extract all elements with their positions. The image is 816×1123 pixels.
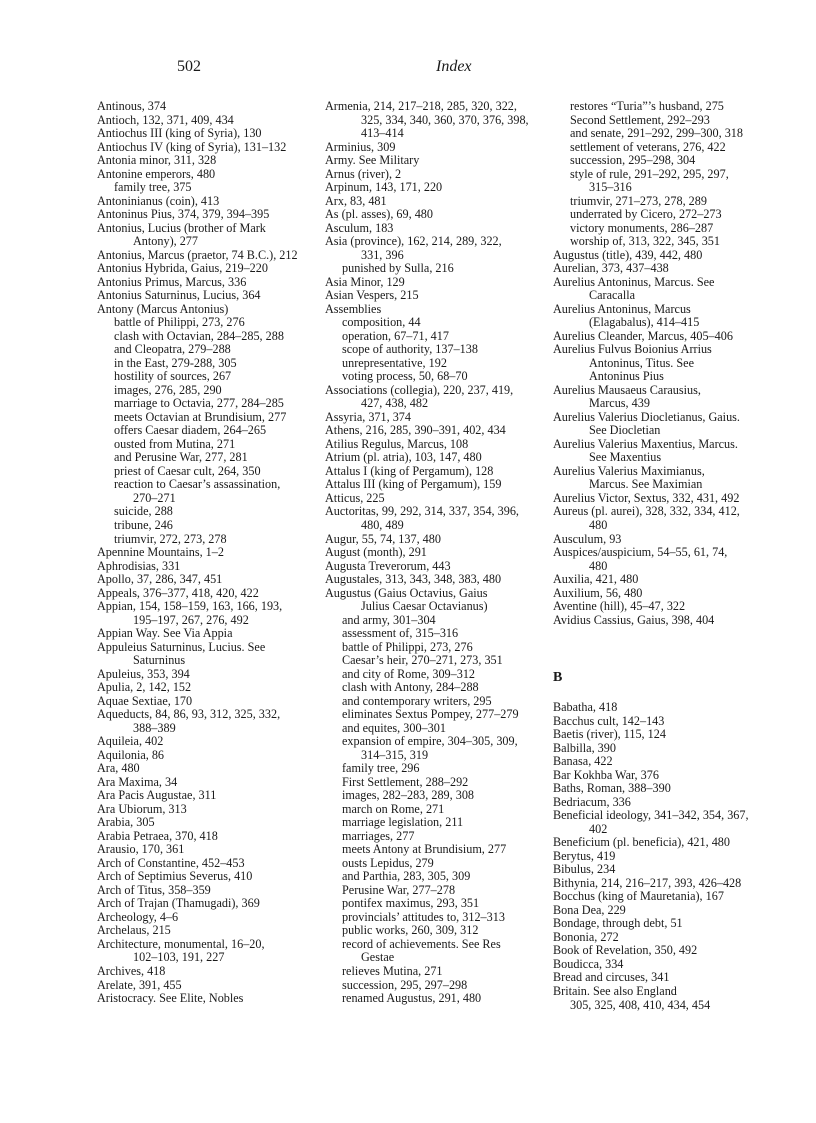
index-entry: Bona Dea, 229 — [553, 902, 626, 917]
index-entry: clash with Antony, 284–288 — [342, 680, 479, 695]
index-entry: Aurelius Valerius Diocletianus, Gaius. — [553, 409, 740, 424]
index-entry: Antiochus III (king of Syria), 130 — [97, 126, 262, 141]
index-entry: and city of Rome, 309–312 — [342, 666, 476, 681]
index-entry: 305, 325, 408, 410, 434, 454 — [570, 997, 711, 1012]
index-entry: unrepresentative, 192 — [342, 355, 447, 370]
index-entry: Aurelius Valerius Maxentius, Marcus. — [553, 436, 738, 451]
index-entry: Saturninus — [133, 653, 186, 668]
index-entry: Antony), 277 — [133, 234, 198, 249]
index-entry: 388–389 — [133, 720, 176, 735]
index-entry: Antoninus, Titus. See — [589, 355, 694, 370]
index-entry: 480, 489 — [361, 517, 404, 532]
index-entry: ousts Lepidus, 279 — [342, 855, 434, 870]
index-entry: Arnus (river), 2 — [325, 166, 402, 181]
index-entry: Ara Ubiorum, 313 — [97, 801, 187, 816]
index-entry: Appian, 154, 158–159, 163, 166, 193, — [97, 599, 283, 614]
index-entry: Ausculum, 93 — [553, 531, 622, 546]
index-entry: Bacchus cult, 142–143 — [553, 713, 665, 728]
section-letter: B — [553, 669, 563, 685]
index-entry: Atticus, 225 — [325, 490, 385, 505]
index-entry: Antoninianus (coin), 413 — [97, 193, 220, 208]
index-entry: Asia Minor, 129 — [325, 274, 405, 289]
index-entry: Apulia, 2, 142, 152 — [97, 680, 192, 695]
index-entry: 480 — [589, 558, 608, 573]
index-entry: 331, 396 — [361, 247, 404, 262]
index-entry: Appian Way. See Via Appia — [97, 626, 233, 641]
index-entry: and Cleopatra, 279–288 — [114, 342, 231, 357]
index-entry: Antonius, Marcus (praetor, 74 B.C.), 212 — [97, 247, 298, 262]
index-entry: Bibulus, 234 — [553, 862, 616, 877]
index-entry: succession, 295–298, 304 — [570, 153, 696, 168]
index-entry: Antoninus Pius — [589, 369, 664, 384]
index-entry: Arch of Trajan (Thamugadi), 369 — [97, 896, 260, 911]
index-entry: Auxilia, 421, 480 — [553, 572, 639, 587]
index-entry: scope of authority, 137–138 — [342, 342, 478, 357]
index-entry: battle of Philippi, 273, 276 — [114, 315, 245, 330]
index-entry: public works, 260, 309, 312 — [342, 923, 479, 938]
index-entry: Beneficial ideology, 341–342, 354, 367, — [553, 808, 749, 823]
index-entry: meets Antony at Brundisium, 277 — [342, 842, 507, 857]
index-entry: and Parthia, 283, 305, 309 — [342, 869, 471, 884]
index-entry: Ara Maxima, 34 — [97, 774, 178, 789]
index-entry: Aquilonia, 86 — [97, 747, 165, 762]
index-entry: Athens, 216, 285, 390–391, 402, 434 — [325, 423, 506, 438]
index-entry: suicide, 288 — [114, 504, 173, 519]
index-entry: record of achievements. See Res — [342, 936, 501, 951]
index-entry: and equites, 300–301 — [342, 720, 446, 735]
index-entry: Antonius Primus, Marcus, 336 — [97, 274, 247, 289]
index-entry: 315–316 — [589, 180, 632, 195]
index-entry: Baetis (river), 115, 124 — [553, 727, 666, 742]
index-entry: Avidius Cassius, Gaius, 398, 404 — [553, 612, 715, 627]
index-entry: Auctoritas, 99, 292, 314, 337, 354, 396, — [325, 504, 519, 519]
index-entry: (Elagabalus), 414–415 — [589, 315, 700, 330]
index-entry: Arch of Titus, 358–359 — [97, 882, 211, 897]
index-entry: Aurelius Mausaeus Carausius, — [553, 382, 701, 397]
index-entry: Arpinum, 143, 171, 220 — [325, 180, 443, 195]
index-entry: images, 282–283, 289, 308 — [342, 788, 475, 803]
index-entry: 314–315, 319 — [361, 747, 429, 762]
index-entry: Atilius Regulus, Marcus, 108 — [325, 436, 469, 451]
index-entry: Asia (province), 162, 214, 289, 322, — [325, 234, 502, 249]
index-entry: Boudicca, 334 — [553, 956, 624, 971]
index-entry: provincials’ attitudes to, 312–313 — [342, 909, 505, 924]
page-number: 502 — [177, 58, 201, 75]
index-entry: Bar Kokhba War, 376 — [553, 767, 659, 782]
index-entry: Assemblies — [325, 301, 382, 316]
index-entry: Assyria, 371, 374 — [325, 409, 411, 424]
index-entry: ousted from Mutina, 271 — [114, 436, 236, 451]
index-entry: See Diocletian — [589, 423, 661, 438]
index-entry: Arminius, 309 — [325, 139, 396, 154]
index-entry: triumvir, 272, 273, 278 — [114, 531, 227, 546]
index-entry: clash with Octavian, 284–285, 288 — [114, 328, 284, 343]
index-entry: Antioch, 132, 371, 409, 434 — [97, 112, 234, 127]
index-column-1 — [97, 100, 312, 1006]
index-entry: Banasa, 422 — [553, 754, 613, 769]
index-entry: Balbilla, 390 — [553, 740, 616, 755]
index-entry: Caracalla — [589, 288, 636, 303]
index-entry: 413–414 — [361, 126, 404, 141]
index-entry: August (month), 291 — [325, 545, 427, 560]
index-entry: First Settlement, 288–292 — [342, 774, 469, 789]
index-entry: Aurelius Antoninus, Marcus. See — [553, 274, 715, 289]
index-entry: Arx, 83, 481 — [325, 193, 387, 208]
index-entry: images, 276, 285, 290 — [114, 382, 222, 397]
index-entry: Appeals, 376–377, 418, 420, 422 — [97, 585, 259, 600]
index-entry: Aurelius Victor, Sextus, 332, 431, 492 — [553, 490, 740, 505]
index-entry: Appuleius Saturninus, Lucius. See — [97, 639, 266, 654]
index-entry: family tree, 296 — [342, 761, 420, 776]
index-column-2 — [325, 100, 540, 1006]
index-entry: Aquileia, 402 — [97, 734, 164, 749]
index-entry: style of rule, 291–292, 295, 297, — [570, 166, 729, 181]
index-entry: Auspices/auspicium, 54–55, 61, 74, — [553, 545, 728, 560]
index-entry: 195–197, 267, 276, 492 — [133, 612, 249, 627]
index-entry — [553, 654, 773, 668]
index-entry: Antonius, Lucius (brother of Mark — [97, 220, 266, 235]
index-entry: Berytus, 419 — [553, 848, 616, 863]
index-entry: Aureus (pl. aurei), 328, 332, 334, 412, — [553, 504, 740, 519]
index-entry: 102–103, 191, 227 — [133, 950, 225, 965]
index-entry: Bithynia, 214, 216–217, 393, 426–428 — [553, 875, 742, 890]
index-entry: Auxilium, 56, 480 — [553, 585, 643, 600]
index-entry: 427, 438, 482 — [361, 396, 429, 411]
index-entry: Gestae — [361, 950, 395, 965]
index-entry: Perusine War, 277–278 — [342, 882, 456, 897]
index-entry: As (pl. asses), 69, 480 — [325, 207, 433, 222]
index-entry: marriages, 277 — [342, 828, 415, 843]
index-entry: Book of Revelation, 350, 492 — [553, 943, 698, 958]
index-entry: Apuleius, 353, 394 — [97, 666, 190, 681]
index-entry: 402 — [589, 821, 608, 836]
index-entry: Antinous, 374 — [97, 99, 167, 113]
index-entry: restores “Turia”’s husband, 275 — [570, 99, 724, 113]
index-entry: Apennine Mountains, 1–2 — [97, 545, 224, 560]
index-entry: Arabia, 305 — [97, 815, 155, 830]
index-entry: composition, 44 — [342, 315, 421, 330]
index-entry: Antony (Marcus Antonius) — [97, 301, 229, 316]
index-entry: Ara, 480 — [97, 761, 140, 776]
index-entry: Bononia, 272 — [553, 929, 619, 944]
index-entry: Caesar’s heir, 270–271, 273, 351 — [342, 653, 503, 668]
index-entry: Aristocracy. See Elite, Nobles — [97, 991, 244, 1006]
index-entry: succession, 295, 297–298 — [342, 977, 468, 992]
index-entry: triumvir, 271–273, 278, 289 — [570, 193, 707, 208]
index-entry: Asian Vespers, 215 — [325, 288, 419, 303]
index-entry: punished by Sulla, 216 — [342, 261, 454, 276]
index-entry: battle of Philippi, 273, 276 — [342, 639, 473, 654]
index-entry: Asculum, 183 — [325, 220, 394, 235]
index-entry: Associations (collegia), 220, 237, 419, — [325, 382, 514, 397]
index-entry: and contemporary writers, 295 — [342, 693, 492, 708]
index-entry: Antonine emperors, 480 — [97, 166, 216, 181]
index-entry: Arelate, 391, 455 — [97, 977, 182, 992]
index-entry: family tree, 375 — [114, 180, 192, 195]
index-entry: tribune, 246 — [114, 517, 173, 532]
index-entry: Archives, 418 — [97, 964, 166, 978]
index-entry: Arch of Constantine, 452–453 — [97, 855, 245, 870]
index-entry: 270–271 — [133, 490, 176, 505]
index-entry: Arabia Petraea, 370, 418 — [97, 828, 218, 843]
index-entry: Marcus. See Maximian — [589, 477, 703, 492]
index-entry: and senate, 291–292, 299–300, 318 — [570, 126, 743, 141]
index-entry: renamed Augustus, 291, 480 — [342, 991, 482, 1006]
index-entry: Archelaus, 215 — [97, 923, 171, 938]
index-entry: Aurelius Fulvus Boionius Arrius — [553, 342, 712, 357]
index-entry: in the East, 279-288, 305 — [114, 355, 237, 370]
index-entry: victory monuments, 286–287 — [570, 220, 714, 235]
index-entry: priest of Caesar cult, 264, 350 — [114, 463, 261, 478]
index-entry: Apollo, 37, 286, 347, 451 — [97, 572, 223, 587]
index-entry: Babatha, 418 — [553, 700, 618, 715]
index-entry: See Maxentius — [589, 450, 662, 465]
index-entry: Army. See Military — [325, 153, 420, 168]
index-entry: expansion of empire, 304–305, 309, — [342, 734, 518, 749]
index-entry: Britain. See also England — [553, 984, 677, 998]
index-entry: Antonius Saturninus, Lucius, 364 — [97, 288, 261, 303]
index-entry: voting process, 50, 68–70 — [342, 369, 468, 384]
index-entry: Augustus (Gaius Octavius, Gaius — [325, 585, 488, 600]
index-entry: Aqueducts, 84, 86, 93, 312, 325, 332, — [97, 707, 281, 722]
index-entry: Aventine (hill), 45–47, 322 — [553, 599, 686, 614]
index-entry: meets Octavian at Brundisium, 277 — [114, 409, 287, 424]
index-entry: Aquae Sextiae, 170 — [97, 693, 193, 708]
index-entry: Ara Pacis Augustae, 311 — [97, 788, 217, 803]
index-entry: pontifex maximus, 293, 351 — [342, 896, 480, 911]
index-entry: Beneficium (pl. beneficia), 421, 480 — [553, 835, 730, 850]
index-entry: Bocchus (king of Mauretania), 167 — [553, 889, 724, 904]
index-entry: and army, 301–304 — [342, 612, 436, 627]
index-entry: Archeology, 4–6 — [97, 909, 179, 924]
index-entry: worship of, 313, 322, 345, 351 — [570, 234, 720, 249]
index-entry: Augustus (title), 439, 442, 480 — [553, 247, 703, 262]
index-entry: Antonius Hybrida, Gaius, 219–220 — [97, 261, 268, 276]
index-entry: Bread and circuses, 341 — [553, 970, 670, 985]
index-entry: Atrium (pl. atria), 103, 147, 480 — [325, 450, 482, 465]
index-entry: 325, 334, 340, 360, 370, 376, 398, — [361, 112, 529, 127]
index-entry: Antonia minor, 311, 328 — [97, 153, 217, 168]
index-entry: Arausio, 170, 361 — [97, 842, 185, 857]
index-entry: marriage legislation, 211 — [342, 815, 464, 830]
index-entry: and Perusine War, 277, 281 — [114, 450, 248, 465]
index-entry: assessment of, 315–316 — [342, 626, 459, 641]
index-entry: Second Settlement, 292–293 — [570, 112, 710, 127]
index-entry: offers Caesar diadem, 264–265 — [114, 423, 267, 438]
index-entry: Attalus III (king of Pergamum), 159 — [325, 477, 502, 492]
index-entry: Antiochus IV (king of Syria), 131–132 — [97, 139, 287, 154]
index-entry: marriage to Octavia, 277, 284–285 — [114, 396, 284, 411]
index-entry: Aphrodisias, 331 — [97, 558, 181, 573]
index-entry: underrated by Cicero, 272–273 — [570, 207, 722, 222]
index-entry: Augustales, 313, 343, 348, 383, 480 — [325, 572, 502, 587]
index-entry: Baths, Roman, 388–390 — [553, 781, 671, 796]
index-entry: hostility of sources, 267 — [114, 369, 232, 384]
index-entry: Marcus, 439 — [589, 396, 650, 411]
index-entry: operation, 67–71, 417 — [342, 328, 449, 343]
index-entry: Augur, 55, 74, 137, 480 — [325, 531, 441, 546]
index-column-3 — [553, 100, 773, 1012]
index-entry: Aurelius Cleander, Marcus, 405–406 — [553, 328, 733, 343]
index-entry: Antoninus Pius, 374, 379, 394–395 — [97, 207, 270, 222]
index-entry: Aurelius Antoninus, Marcus — [553, 301, 691, 316]
index-entry: relieves Mutina, 271 — [342, 964, 443, 978]
index-entry: 480 — [589, 517, 608, 532]
index-entry: Architecture, monumental, 16–20, — [97, 936, 265, 951]
index-entry: Bondage, through debt, 51 — [553, 916, 683, 931]
index-entry: settlement of veterans, 276, 422 — [570, 139, 726, 154]
index-entry — [553, 641, 773, 655]
index-entry: Arch of Septimius Severus, 410 — [97, 869, 253, 884]
index-entry: Aurelian, 373, 437–438 — [553, 261, 669, 276]
index-entry: Armenia, 214, 217–218, 285, 320, 322, — [325, 99, 517, 113]
index-entry: reaction to Caesar’s assassination, — [114, 477, 281, 492]
index-entry: Aurelius Valerius Maximianus, — [553, 463, 705, 478]
index-entry — [553, 627, 773, 641]
index-entry — [553, 688, 773, 702]
index-entry: Bedriacum, 336 — [553, 794, 631, 809]
index-entry: Julius Caesar Octavianus) — [361, 599, 488, 614]
running-title: Index — [436, 58, 472, 75]
index-entry: Augusta Treverorum, 443 — [325, 558, 451, 573]
index-entry: Attalus I (king of Pergamum), 128 — [325, 463, 494, 478]
index-entry: eliminates Sextus Pompey, 277–279 — [342, 707, 519, 722]
index-entry: march on Rome, 271 — [342, 801, 445, 816]
